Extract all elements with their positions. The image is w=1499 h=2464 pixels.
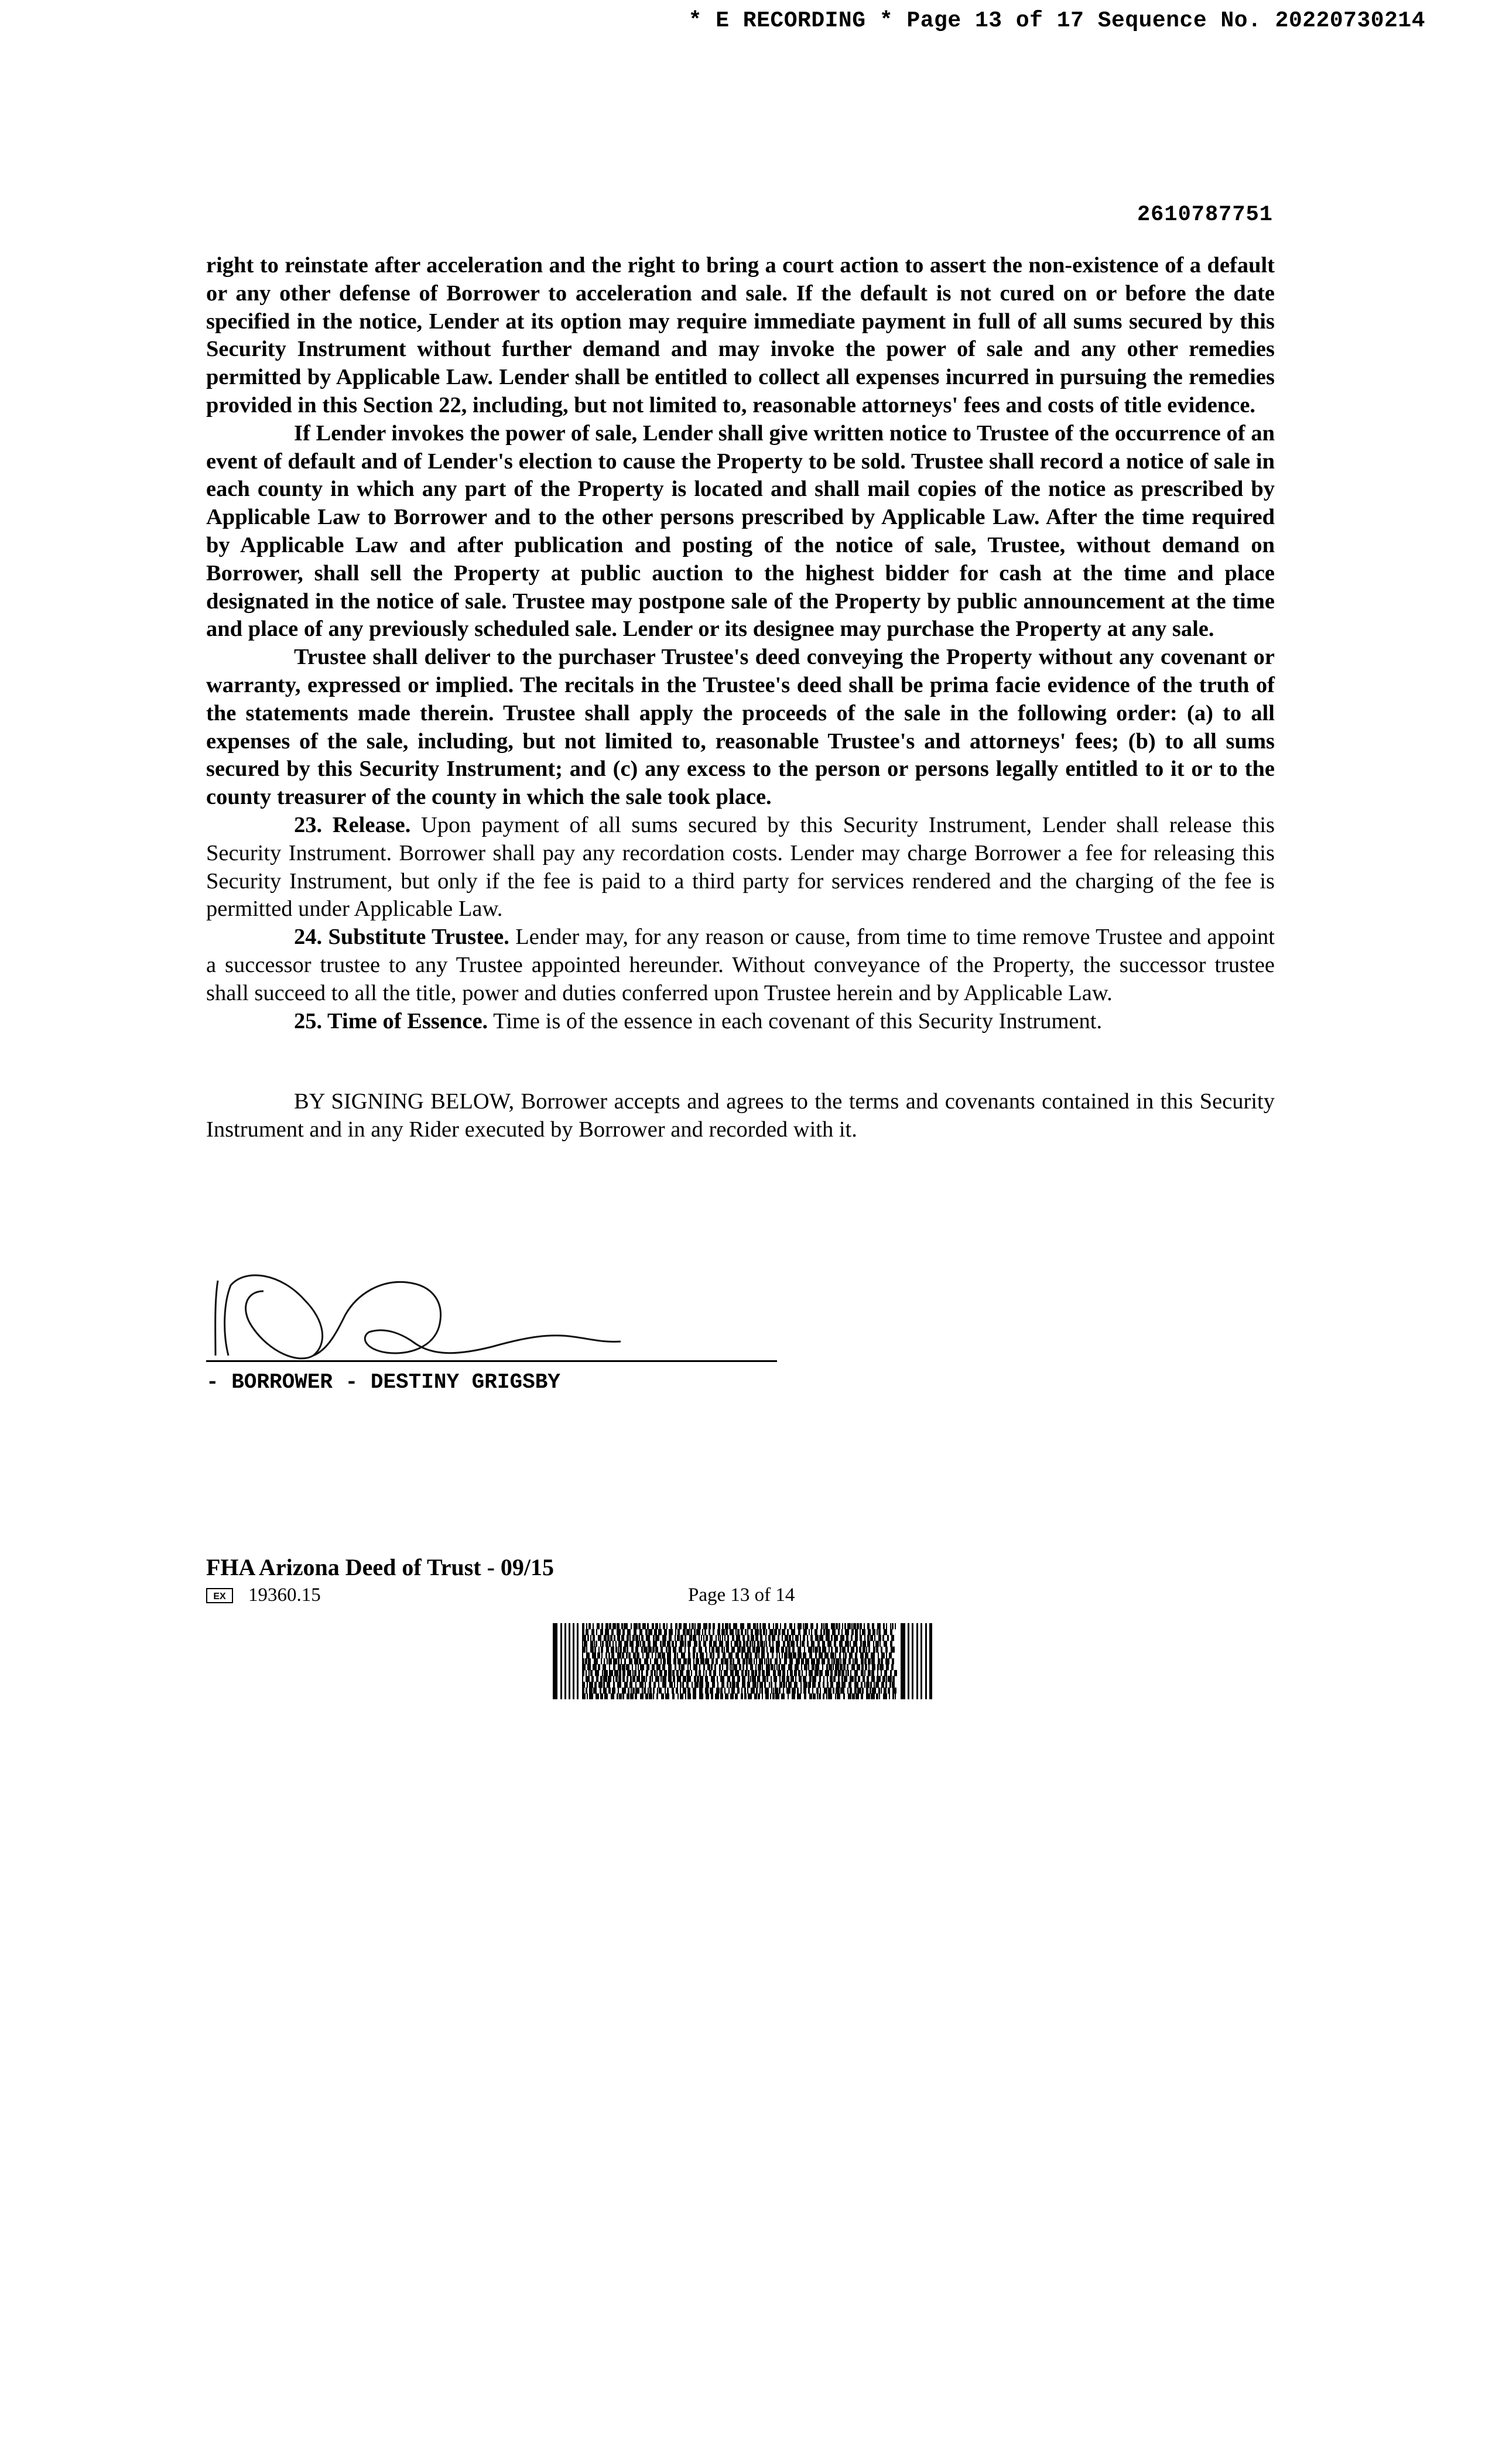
section-25-text: Time is of the essence in each covenant of this Security Instrument. [488, 1008, 1103, 1033]
section-25-title: 25. Time of Essence. [294, 1008, 488, 1033]
form-code-row [206, 1585, 321, 1606]
loan-number: 2610787751 [1137, 203, 1273, 227]
signing-statement: BY SIGNING BELOW, Borrower accepts and agrees to the terms and covenants contained in this Security Instrument and in any Rider executed by Borrower and recorded with it. [206, 1089, 1275, 1142]
section-24-substitute-trustee [206, 923, 1275, 1007]
document-body [206, 252, 1275, 1144]
paragraph-power-of-sale: If Lender invokes the power of sale, Lender shall give written notice to Trustee of the occurrence of an event of default and of Lender's election to cause the Property to be sold. Trustee shall record a notice of sale in each county in which any part of the Property is located and shall mail copies of the notice as prescribed by Applicable Law to Borrower and to the other persons prescribed by Applicable Law. After the time required by Applicable Law and after publication and posting of the notice of sale, Trustee, without demand on Borrower, shall sell the Property at public auction to the highest bidder for cash at the time and place designated in the notice of sale. Trustee may postpone sale of the Property by public announcement at the time and place of any previously scheduled sale. Lender or its designee may purchase the Property at any sale. [206, 420, 1275, 642]
section-25-time-of-essence [206, 1008, 1275, 1036]
svg-text:EX: EX [213, 1591, 226, 1601]
ellie-mae-logo-icon [206, 1588, 233, 1603]
page-number: Page 13 of 14 [688, 1585, 795, 1606]
section-24-title: 24. Substitute Trustee. [294, 925, 509, 950]
paragraph-acceleration-remedies: right to reinstate after acceleration and the right to bring a court action to assert the non-existence of a default or any other defense of Borrower to acceleration and sale. If the default is not cured on or before the date specified in the notice, Lender at its option may require immediate payment in full of all sums secured by this Security Instrument without further demand and may invoke the power of sale and any other remedies permitted by Applicable Law. Lender shall be entitled to collect all expenses incurred in pursuing the remedies provided in this Section 22, including, but not limited to, reasonable attorneys' fees and costs of title evidence. [206, 253, 1275, 417]
signature-line [206, 1360, 777, 1362]
signature-label: - BORROWER - DESTINY GRIGSBY [206, 1370, 560, 1394]
section-23-text: Upon payment of all sums secured by this Security Instrument, Lender shall release this Security Instrument. Borrower shall pay any recordation costs. Lender may charge Borrower a fee for releasing this Security Instrument, but only if the fee is paid to a third party for services rendered and the charging of the fee is permitted under Applicable Law. [206, 812, 1275, 922]
form-name: FHA Arizona Deed of Trust - 09/15 [206, 1554, 555, 1580]
section-23-title: 23. Release. [294, 812, 411, 837]
pdf417-barcode [553, 1623, 932, 1699]
section-24-text: Lender may, for any reason or cause, from time to time remove Trustee and appoint a successor trustee to any Trustee appointed hereunder. Without conveyance of the Property, the successor trustee shall succeed to all the title, power and duties conferred upon Trustee herein and by Applicable Law. [206, 925, 1275, 1005]
form-code: 19360.15 [248, 1585, 321, 1606]
borrower-signature [211, 1268, 785, 1373]
paragraph-trustee-deed: Trustee shall deliver to the purchaser Trustee's deed conveying the Property without any covenant or warranty, expressed or implied. The recitals in the Trustee's deed shall be prima facie evidence of the truth of the statements made therein. Trustee shall apply the proceeds of the sale in the following order: (a) to all expenses of the sale, including, but not limited to, reasonable Trustee's and attorneys' fees; (b) to all sums secured by this Security Instrument; and (c) any excess to the person or persons legally entitled to it or to the county treasurer of the county in which the sale took place. [206, 645, 1275, 810]
recording-header: * E RECORDING * Page 13 of 17 Sequence No. 20220730214 [688, 8, 1425, 33]
section-23-release [206, 812, 1275, 923]
